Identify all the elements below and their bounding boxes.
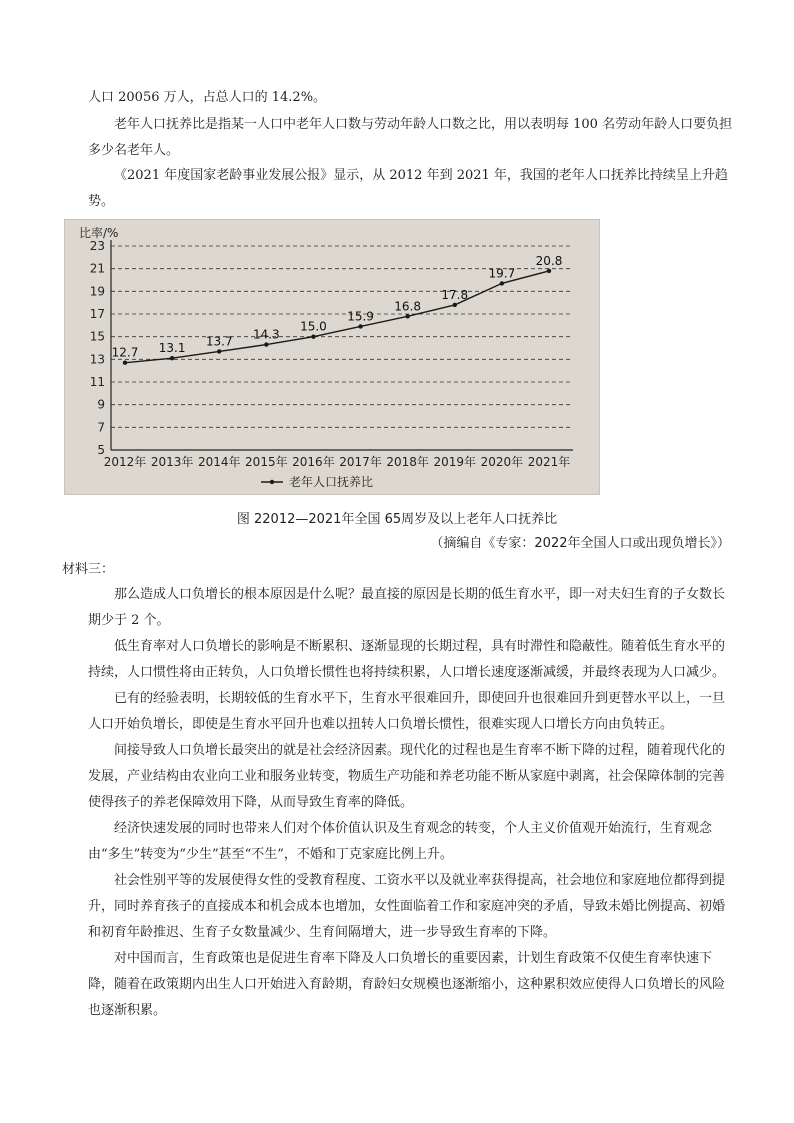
- material-paragraph: 经济快速发展的同时也带来人们对个体价值认识及生育观念的转变，个人主义价值观开始流行，生育观念由“多生”转变为“少生”甚至“不生”，不婚和丁克家庭比例上升。: [88, 821, 713, 862]
- y-tick-label: 15: [89, 329, 105, 344]
- material-paragraph: 间接导致人口负增长最突出的就是社会经济因素。现代化的过程也是生育率不断下降的过程，随着现代化的发展，产业结构由农业向工业和服务业转变，物质生产功能和养老功能不断从家庭中剥离，社会保障体制的完善使得孩子的养老保障效用下降，从而导致生育率的降低。: [88, 743, 726, 810]
- x-tick-label: 2018年: [386, 455, 429, 469]
- data-point: [358, 324, 362, 328]
- material-paragraph: 对中国而言，生育政策也是促进生育率下降及人口负增长的重要因素，计划生育政策不仅使生育率快速下降，随着在政策期内出生人口开始进入育龄期，育龄妇女规模也逐渐缩小，这种累积效应使得人口负增长的风险也逐渐积累。: [88, 951, 726, 1018]
- data-label: 15.0: [300, 319, 327, 334]
- intro-block-2: [88, 112, 733, 164]
- intro-paragraph-2: 老年人口抚养比是指某一人口中老年人口数与劳动年龄人口数之比，用以表明每 100 名劳动年龄人口要负担多少名老年人。: [88, 117, 733, 158]
- data-label: 16.8: [394, 299, 422, 314]
- data-label: 17.8: [441, 287, 469, 302]
- material-paragraph: 那么造成人口负增长的根本原因是什么呢？最直接的原因是长期的低生育水平，即一对夫妇生育的子女数长期少于 2 个。: [88, 587, 726, 628]
- y-tick-label: 5: [97, 443, 105, 457]
- data-point: [264, 342, 268, 346]
- material-three-body: [88, 582, 733, 1024]
- data-label: 20.8: [535, 253, 563, 268]
- data-label: 19.7: [488, 266, 516, 281]
- intro-paragraph-3: 《2021 年度国家老龄事业发展公报》显示，从 2012 年到 2021 年，我国的老年人口抚养比持续呈上升趋势。: [88, 168, 728, 209]
- data-point: [311, 334, 315, 338]
- material-paragraph: 已有的经验表明，长期较低的生育水平下，生育水平很难回升，即使回升也很难回升到更替水平以上，一旦人口开始负增长，即使是生育水平回升也难以扭转人口负增长惯性，很难实现人口增长方向由负转正。: [88, 691, 726, 732]
- y-tick-label: 11: [89, 375, 105, 389]
- figure-source: （摘编自《专家：2022年全国人口或出现负增长》）: [430, 536, 730, 551]
- x-tick-label: 2013年: [150, 455, 194, 469]
- data-point: [123, 361, 127, 365]
- y-tick-label: 21: [89, 261, 105, 276]
- material-paragraph: 社会性别平等的发展使得女性的受教育程度、工资水平以及就业率获得提高，社会地位和家庭地位都得到提升，同时养育孩子的直接成本和机会成本也增加，女性面临着工作和家庭冲突的矛盾，导致未婚比例提高、初婚和初育年龄推迟、生育子女数量减少、生育间隔增大，进一步导致生育率的下降。: [88, 873, 726, 940]
- x-tick-label: 2021年: [527, 455, 571, 469]
- data-label: 14.3: [252, 327, 280, 342]
- y-tick-label: 17: [89, 307, 105, 321]
- x-tick-label: 2016年: [292, 455, 335, 469]
- data-point: [500, 281, 504, 285]
- material-paragraph: 低生育率对人口负增长的影响是不断累积、逐渐显现的长期过程，具有时滞性和隐蔽性。随着低生育水平的持续，人口惯性将由正转负，人口负增长惯性也将持续积累，人口增长速度逐渐减缓，并最终表现为人口减少。: [88, 639, 726, 680]
- data-point: [170, 356, 174, 360]
- data-point: [453, 303, 457, 307]
- data-point: [405, 314, 409, 318]
- x-tick-label: 2020年: [480, 455, 524, 469]
- intro-block: [88, 85, 733, 111]
- line-chart-figure: [64, 219, 600, 495]
- data-label: 13.7: [205, 334, 233, 349]
- x-tick-label: 2019年: [433, 455, 477, 469]
- x-tick-label: 2017年: [339, 455, 382, 469]
- intro-block-3: [88, 163, 733, 215]
- data-point: [217, 349, 221, 353]
- data-point: [547, 269, 551, 273]
- data-label: 15.9: [347, 309, 374, 324]
- y-tick-label: 23: [89, 239, 105, 253]
- intro-paragraph-1: 人口 20056 万人，占总人口的 14.2%。: [88, 90, 327, 105]
- x-tick-label: 2012年: [103, 455, 147, 469]
- line-chart: [65, 220, 599, 494]
- figure-caption: 图 22012—2021年全国 65周岁及以上老年人口抚养比: [236, 512, 558, 527]
- legend-label: 老年人口抚养比: [289, 475, 374, 489]
- y-axis-label: 比率/%: [79, 226, 119, 240]
- y-tick-label: 7: [97, 420, 105, 435]
- y-tick-label: 13: [89, 352, 105, 367]
- y-tick-label: 9: [97, 397, 105, 412]
- x-tick-label: 2015年: [245, 455, 288, 469]
- y-tick-label: 19: [89, 284, 105, 299]
- series-line: [125, 271, 549, 363]
- material-three-heading: 材料三：: [62, 562, 115, 577]
- x-tick-label: 2014年: [197, 455, 241, 469]
- data-label: 13.1: [158, 341, 186, 356]
- legend-marker: [270, 480, 274, 484]
- data-label: 12.7: [111, 345, 139, 360]
